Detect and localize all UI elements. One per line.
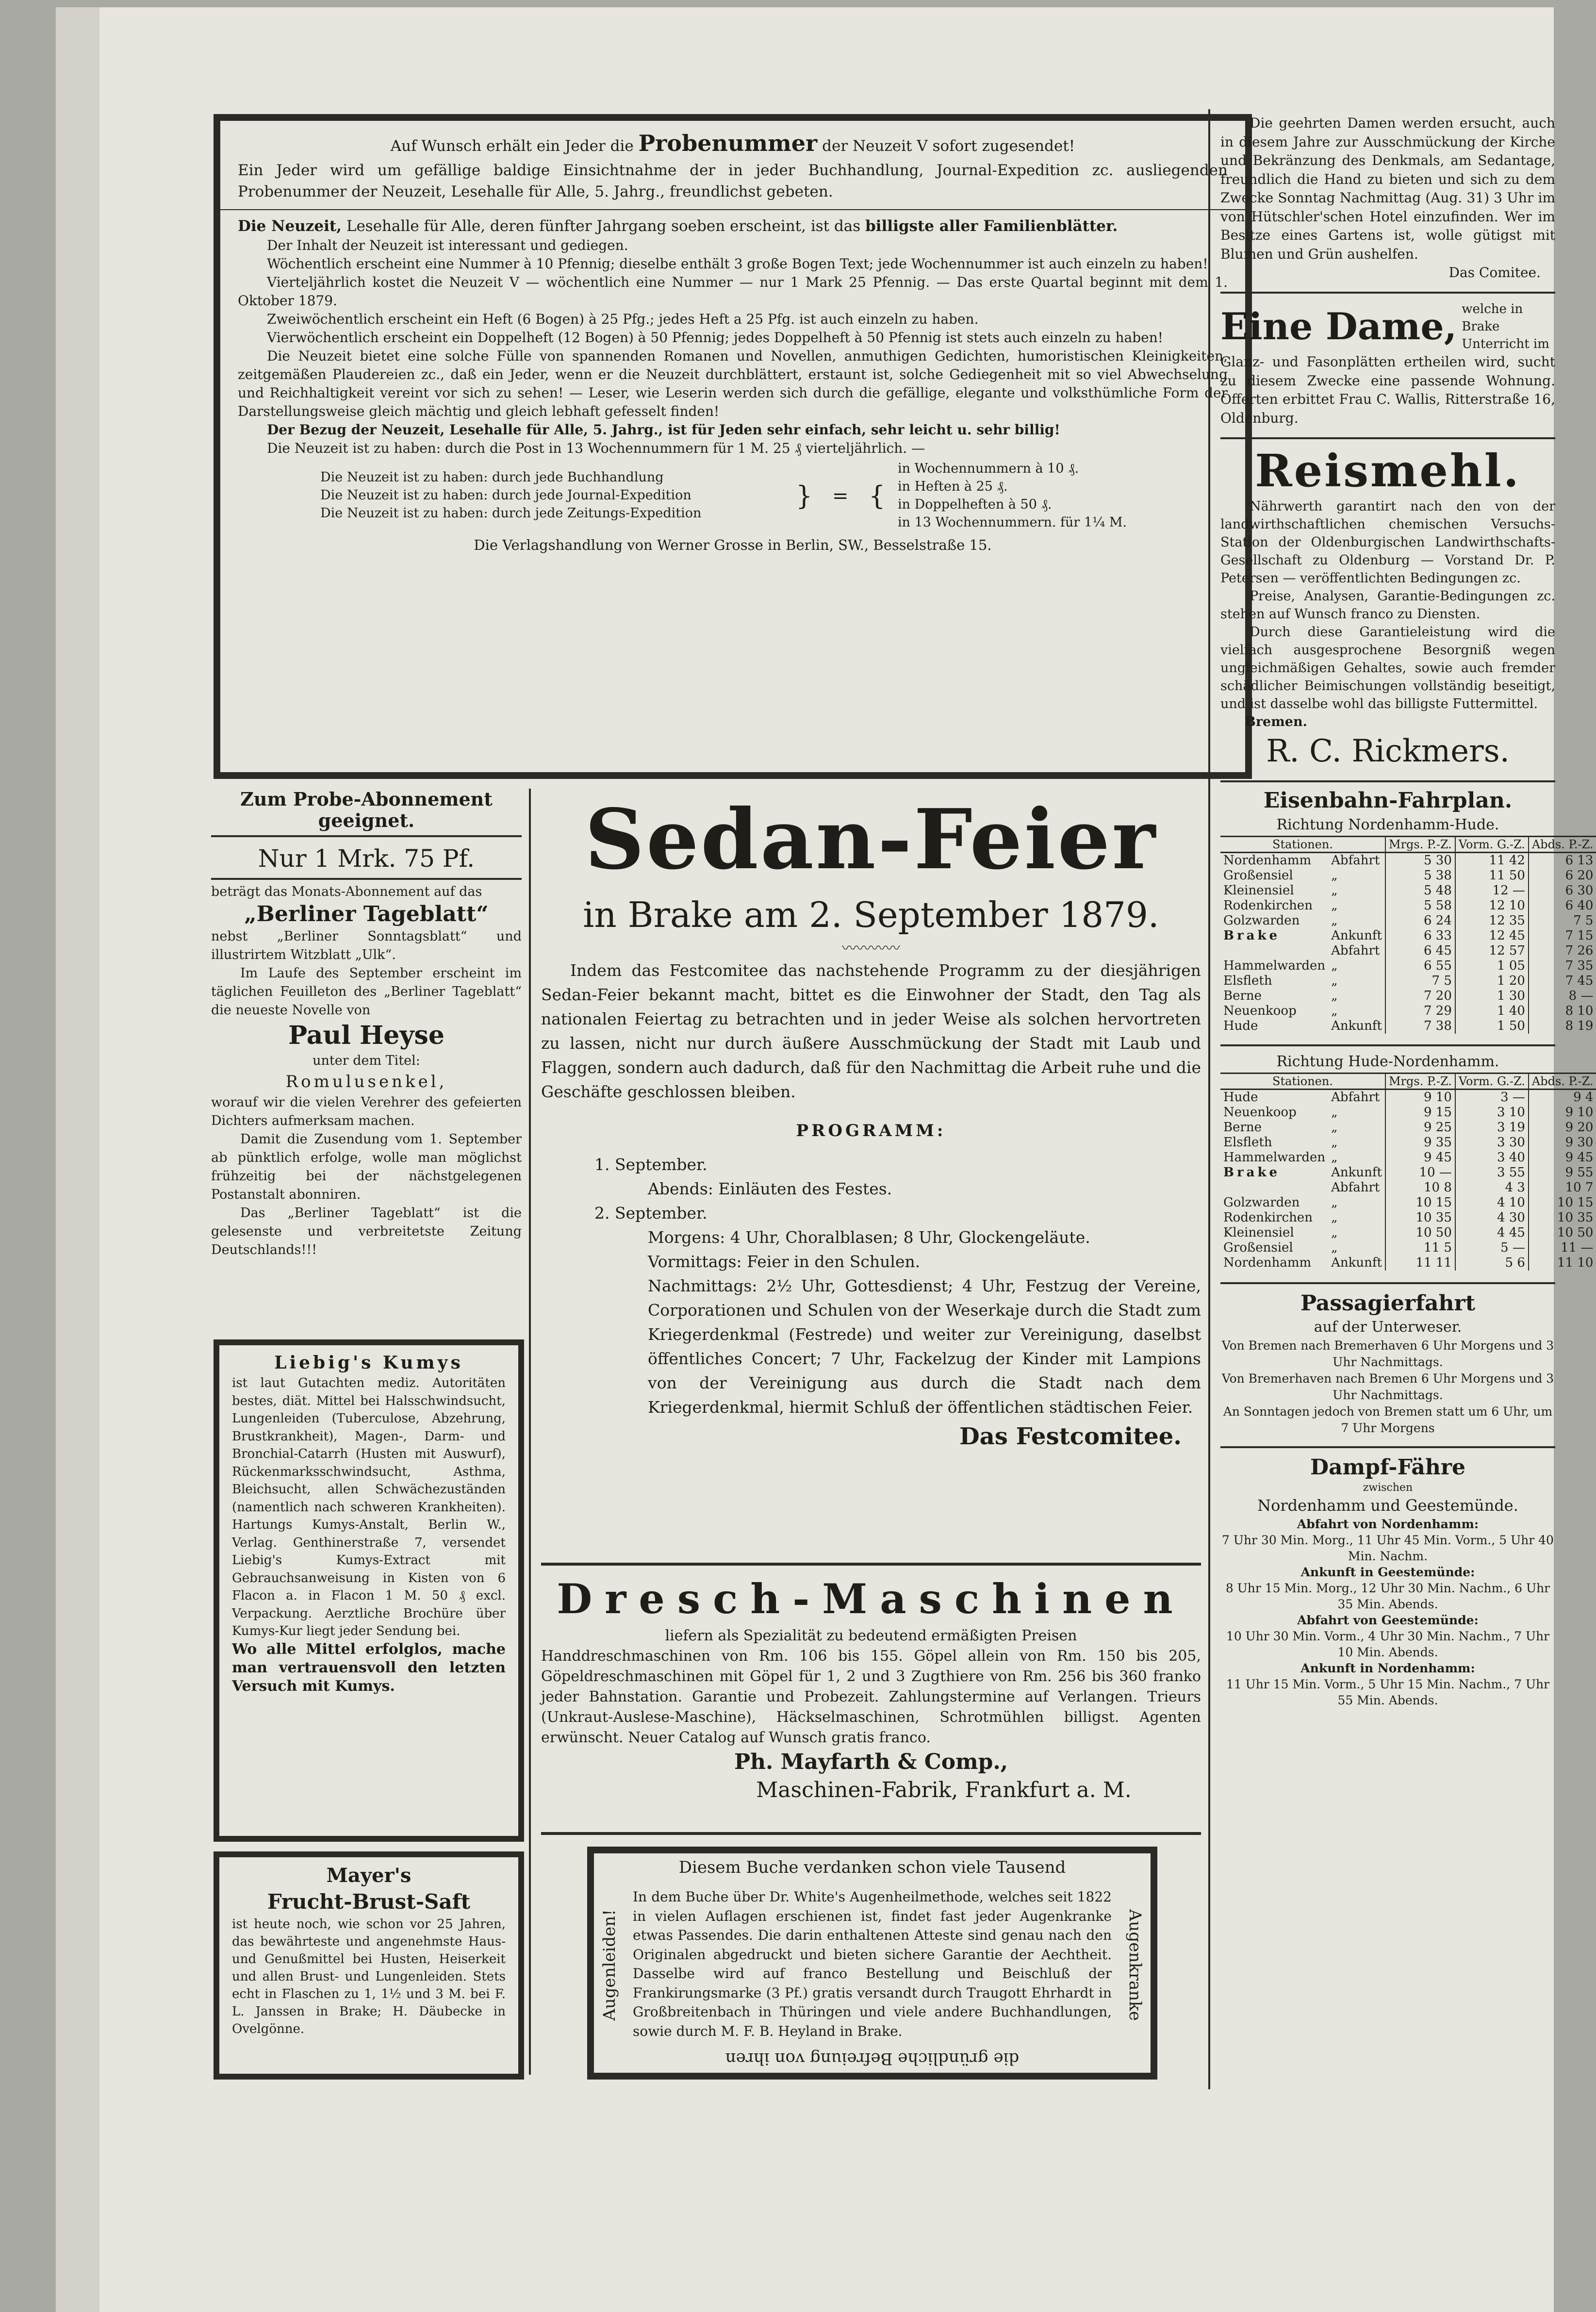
arrival-departure: „	[1331, 1225, 1338, 1240]
time-cell: 7 20	[1385, 989, 1455, 1004]
white-left: Augenleiden!	[600, 1909, 619, 2021]
time-cell: 3 —	[1455, 1090, 1529, 1106]
tageblatt-headline: Zum Probe-Abonnement geeignet.	[240, 788, 493, 831]
time-cell: 1 40	[1455, 1004, 1529, 1019]
time-cell: 11 5	[1385, 1240, 1455, 1255]
time-cell: 4 45	[1455, 1225, 1529, 1240]
neuzeit-channel: Die Neuzeit ist zu haben: durch jede Buchhandlung	[320, 470, 664, 485]
neuzeit-channel: Die Neuzeit ist zu haben: durch jede Zeitungs-Expedition	[320, 506, 702, 521]
mayer-ad: Mayer's Frucht-Brust-Saft ist heute noch, wie schon vor 25 Jahren, das bewährteste und angenehmste Haus- und Genußmittel bei Husten, Heiserkeit und allen Brust- und Lungenleiden. Stets echt in Flaschen zu 1, 1½ und 3 M. bei F. L. Janssen in Brake; H. Däubecke in Ovelgönne.	[214, 1851, 524, 2080]
white-body: In dem Buche über Dr. White's Augenheilmethode, welches seit 1822 in vielen Auflagen erschienen ist, findet fast jeder Augenkranke etwas Passendes. Die darin enthaltenen Atteste sind genau nach den Originalen abgedruckt und bieten sichere Garantie der Aechtheit. Dasselbe wird auf franco Bestellung und Beischluß der Frankirungsmarke (3 Pf.) gratis versandt durch Traugott Ehrhardt in Großbreitenbach in Thüringen und viele andere Buchhandlungen, sowie durch M. F. B. Heyland in Brake.	[633, 1889, 1112, 2039]
timetable-row	[1220, 913, 1596, 928]
arrival-departure: „	[1331, 989, 1338, 1003]
time-cell: 6 55	[1385, 958, 1455, 974]
timetable-row	[1220, 943, 1596, 958]
time-cell: 7 15	[1529, 928, 1596, 943]
arrival-departure: Ankunft	[1331, 1019, 1382, 1033]
tageblatt-ad: Zum Probe-Abonnement geeignet. Nur 1 Mrk. 75 Pf. beträgt das Monats-Abonnement auf das „Berliner Tageblatt“ nebst „Berliner Sonntagsblatt“ und illustrirtem Witzblatt „Ulk“. Im Laufe des September erscheint im täglichen Feuilleton des „Berliner Tageblatt“ die neueste Novelle von Paul Heyse unter dem Titel: Romulusenkel, worauf wir die vielen Verehrer des gefeierten Dichters aufmerksam machen. Damit die Zusendung vom 1. September ab pünktlich erfolge, wolle man möglichst frühzeitig bei der nächstgelegenen Postanstalt abonniren. Das „Berliner Tageblatt“ ist die gelesenste und verbreitetste Zeitung Deutschlands!!!	[211, 788, 522, 1257]
arrival-departure: „	[1331, 974, 1338, 988]
timetable-row	[1220, 1150, 1596, 1165]
station-name: Kleinensiel	[1223, 1225, 1294, 1240]
time-cell: 6 13	[1529, 853, 1596, 869]
time-cell: 7 26	[1529, 943, 1596, 958]
arrival-departure: Ankunft	[1331, 1255, 1382, 1270]
damen-signature: Das Comitee.	[1448, 264, 1541, 281]
time-cell: 4 3	[1455, 1180, 1529, 1195]
station-name: Nordenhamm	[1223, 1255, 1312, 1270]
time-cell: 8 19	[1529, 1019, 1596, 1034]
time-cell: 10 15	[1385, 1195, 1455, 1210]
time-cell: 10 35	[1385, 1210, 1455, 1225]
timetable-row	[1220, 868, 1596, 883]
mayer-headline: Mayer's	[326, 1864, 411, 1887]
station-name: Golzwarden	[1223, 913, 1300, 928]
timetable-row	[1220, 989, 1596, 1004]
timetable-row	[1220, 974, 1596, 989]
timetable-row	[1220, 958, 1596, 974]
time-cell: 3 10	[1455, 1105, 1529, 1120]
time-cell: 5 58	[1385, 898, 1455, 913]
timetable-row	[1220, 1210, 1596, 1225]
station-name: Neuenkoop	[1223, 1105, 1297, 1120]
kumys-footer: Wo alle Mittel erfolglos, mache man vertrauensvoll den letzten Versuch mit Kumys.	[232, 1640, 506, 1695]
rickmers-firm: R. C. Rickmers.	[1266, 733, 1510, 769]
white-top: Diesem Buche verdanken schon viele Tausend	[678, 1858, 1066, 1877]
timetable-row	[1220, 1120, 1596, 1135]
sedan-s2b: Vormittags: Feier in den Schulen.	[648, 1252, 921, 1271]
neuzeit-format: in 13 Wochennummern. für 1¼ M.	[898, 515, 1127, 530]
arrival-departure: „	[1331, 1135, 1338, 1150]
time-cell: 10 50	[1529, 1225, 1596, 1240]
time-cell: 6 30	[1529, 883, 1596, 898]
dresch-title: Dresch-Maschinen	[557, 1575, 1185, 1623]
right-column: Die geehrten Damen werden ersucht, auch in diesem Jahre zur Ausschmückung der Kirche und Bekränzung des Denkmals, am Sedantage, freundlich die Hand zu bieten und sich zu dem Zwecke Sonntag Nachmittag (Aug. 31) 3 Uhr im von Hütschler'schen Hotel einzufinden. Wer im Besitze eines Gartens ist, wolle gütigst mit Blumen und Grün aushelfen. Das Comitee. Eine Dame, welche in Brake Unterricht im Glanz- und Fasonplätten ertheilen wird, sucht zu diesem Zwecke eine passende Wohnung. Offerten erbittet Frau C. Wallis, Ritterstraße 16, Oldenburg. Reismehl. Nährwerth garantirt nach den von der landwirthschaftlichen chemischen Versuchs-Station der Oldenburgischen Landwirthschafts-Gesellschaft zu Oldenburg — Vorstand Dr. P. Petersen — veröffentlichten Bedingungen zc. Preise, Analysen, Garantie-Bedingungen zc. stehen auf Wunsch franco zu Diensten. Durch diese Garantieleistung wird die vielfach ausgesprochene Besorgniß wegen ungleichmäßigen Gehaltes, sowie auch fremder schädlicher Beimischungen vollständig beseitigt, und ist dasselbe wohl das billigste Futtermittel. Bremen. R. C. Rickmers. Eisenbahn-Fahrplan. Richtung Nordenhamm-Hude. Stationen. Mrgs. P.-Z. Vorm. G.-Z. Abds. P.-Z. Nordenhamm Abfahrt 5 30 11 42 6 13 Großensiel „ 5 38 11 50 6 20 Kleinensiel „ 5 48 12 — 6 30 Rodenkirchen „ 5 58 12 10 6 40 Golzwarden „ 6 24 12 35 7 5 Brake Ankunft 6 33 12 45 7 15 Abfahrt 6 45 12 57 7 26 Hammelwarden „ 6 55 1 05 7 35 Elsfleth „ 7 5 1 20 7 45 Berne „ 7 20 1 30 8 — Neuenkoop „ 7 29 1 40 8 10 Hude Ankunft 7 38 1 50 8 19 Richtung Hude-Nordenhamm. Stationen. Mrgs. P.-Z. Vorm. G.-Z. Abds. P.-Z. Hude Abfahrt 9 10 3 — 9 4 Neuenkoop „ 9 15 3 10 9 10 Berne „ 9 25 3 19 9 20 Elsfleth „ 9 35 3 30 9 30 Hammelwarden „ 9 45 3 40 9 45 Brake Ankunft 10 — 3 55 9 55 Abfahrt 10 8 4 3 10 7 Golzwarden „ 10 15 4 10 10 15 Rodenkirchen „ 10 35 4 30 10 35 Kleinensiel „ 10 50 4 45 10 50 Großensiel „ 11 5 5 — 11 — Nordenhamm Ankunft 11 11 5 6 11 10 Passagierfahrt auf der Unterweser. Von Bremen nach Bremerhaven 6 Uhr Morgens und 3 Uhr Nachmittags. Von Bremerhaven nach Bremen 6 Uhr Morgens und 3 Uhr Nachmittags. An Sonntagen jedoch von Bremen statt um 6 Uhr, um 7 Uhr Morgens Dampf-Fähre zwischen Nordenhamm und Geestemünde. Abfahrt von Nordenhamm: 7 Uhr 30 Min. Morg., 11 Uhr 45 Min. Vorm., 5 Uhr 40 Min. Nachm. Ankunft in Geestemünde: 8 Uhr 15 Min. Morg., 12 Uhr 30 Min. Nachm., 6 Uhr 35 Min. Abends. Abfahrt von Geestemünde: 10 Uhr 30 Min. Vorm., 4 Uhr 30 Min. Nachm., 7 Uhr 10 Min. Abends. Ankunft in Nordenhamm: 11 Uhr 15 Min. Vorm., 5 Uhr 15 Min. Nachm., 7 Uhr 55 Min. Abends.	[1220, 114, 1555, 1708]
timetable-south-north: Stationen. Mrgs. P.-Z. Vorm. G.-Z. Abds. P.-Z. Hude Abfahrt 9 10 3 — 9 4 Neuenkoop „ 9 15 3 10 9 10 Berne „ 9 25 3 19 9 20 Elsfleth „ 9 35 3 30 9 30 Hammelwarden „ 9 45 3 40 9 45 Brake Ankunft 10 — 3 55 9 55 Abfahrt 10 8 4 3 10 7 Golzwarden „ 10 15 4 10 10 15 Rodenkirchen „ 10 35 4 30 10 35 Kleinensiel „ 10 50 4 45 10 50 Großensiel „ 11 5 5 — 11 — Nordenhamm Ankunft 11 11 5 6 11 10	[1220, 1073, 1596, 1271]
timetable-row	[1220, 1255, 1596, 1271]
dame-headline: Eine Dame,	[1220, 305, 1457, 348]
time-cell: 4 30	[1455, 1210, 1529, 1225]
time-cell: 7 38	[1385, 1019, 1455, 1034]
station-name: Brake	[1223, 928, 1281, 943]
tageblatt-price: Nur 1 Mrk. 75 Pf.	[258, 844, 475, 873]
station-name	[1220, 1180, 1328, 1195]
station-name: Hude	[1223, 1090, 1258, 1105]
station-name: Elsfleth	[1223, 1135, 1272, 1150]
neuzeit-p7: Die Neuzeit bietet eine solche Fülle von spannenden Romanen und Novellen, anmuthigen Gedichten, humoristischen Kleinigkeiten, zeitgemäßen Plaudereien zc., daß ein Jeder, wenn er die Neuzeit durchblättert, erstaunt ist, solche Gediegenheit mit so viel Abwechselung und Reichhaltigkeit vereint vor sich zu sehen! — Leser, wie Leserin werden sich durch die gefällige, elegante und volksthümliche Form der Darstellungsweise gleich mächtig und gleich lebhaft gefesselt finden!	[238, 348, 1228, 419]
station-name: Hammelwarden	[1223, 1150, 1326, 1165]
station-name: Neuenkoop	[1223, 1004, 1297, 1018]
station-name: Golzwarden	[1223, 1195, 1300, 1210]
time-cell: 9 45	[1385, 1150, 1455, 1165]
dresch-maschinen-ad: Dresch-Maschinen liefern als Spezialität zu bedeutend ermäßigten Preisen Handdreschmaschinen von Rm. 106 bis 155. Göpel allein von Rm. 150 bis 205, Göpeldreschmaschinen mit Göpel für 1, 2 und 3 Zugthiere von Rm. 256 bis 360 franko jeder Bahnstation. Garantie und Probezeit. Zahlungstermine auf Verlangen. Trieurs (Unkraut-Auslese-Maschine), Häckselmaschinen, Schrotmühlen billigst. Agenten erwünscht. Neuer Catalog auf Wunsch gratis franco. Ph. Mayfarth & Comp., Maschinen-Fabrik, Frankfurt a. M.	[541, 1572, 1201, 1804]
time-cell: 9 55	[1529, 1165, 1596, 1180]
section-rule	[541, 1563, 1201, 1566]
column-divider	[1208, 109, 1210, 2089]
time-cell: 12 45	[1455, 928, 1529, 943]
time-cell: 1 30	[1455, 989, 1529, 1004]
time-cell: 9 30	[1529, 1135, 1596, 1150]
neuzeit-p9: Die Neuzeit ist zu haben: durch die Post in 13 Wochennummern für 1 M. 25 ₰ vierteljährlich. —	[267, 440, 925, 456]
ornament-divider: 〰〰〰〰	[842, 940, 900, 957]
tageblatt-title: „Berliner Tageblatt“	[244, 902, 489, 926]
time-cell: 9 4	[1529, 1090, 1596, 1106]
time-cell: 7 35	[1529, 958, 1596, 974]
time-cell: 6 20	[1529, 868, 1596, 883]
time-cell: 4 10	[1455, 1195, 1529, 1210]
dame-ad: Eine Dame, welche in Brake Unterricht im Glanz- und Fasonplätten ertheilen wird, sucht zu diesem Zwecke eine passende Wohnung. Offerten erbittet Frau C. Wallis, Ritterstraße 16, Oldenburg.	[1220, 302, 1555, 426]
arrival-departure: „	[1331, 883, 1338, 898]
neuzeit-publisher: Die Verlagshandlung von Werner Grosse in Berlin, SW., Besselstraße 15.	[474, 537, 992, 553]
timetable-row	[1220, 1180, 1596, 1195]
arrival-departure: „	[1331, 1195, 1338, 1210]
time-cell: 7 29	[1385, 1004, 1455, 1019]
neuzeit-p5: Zweiwöchentlich erscheint ein Heft (6 Bogen) à 25 Pfg.; jedes Heft a 25 Pfg. ist auch einzeln zu haben.	[267, 311, 979, 327]
sedan-feier-notice	[541, 789, 1201, 1453]
brace-left: }	[796, 480, 813, 511]
kumys-headline: Liebig's Kumys	[274, 1353, 463, 1373]
time-cell: 10 8	[1385, 1180, 1455, 1195]
arrival-departure: Abfahrt	[1331, 1090, 1380, 1105]
time-cell: 12 57	[1455, 943, 1529, 958]
station-name: Großensiel	[1223, 868, 1293, 883]
timetable-row	[1220, 1195, 1596, 1210]
time-cell: 1 05	[1455, 958, 1529, 974]
time-cell: 1 20	[1455, 974, 1529, 989]
station-name: Nordenhamm	[1223, 853, 1312, 868]
sedan-s2c: Nachmittags: 2½ Uhr, Gottesdienst; 4 Uhr, Festzug der Vereine, Corporationen und Schulen von der Weserkaje durch die Stadt zum Kriegerdenkmal (Festrede) und weiter zur Vereinigung, daselbst öffentliches Concert; 7 Uhr, Fackelzug der Kinder mit Lampions von der Vereinigung aus durch die Stadt nach dem Kriegerdenkmal, hiermit Schluß der öffentlichen städtischen Feier.	[648, 1276, 1201, 1417]
arrival-departure: „	[1331, 1210, 1338, 1225]
time-cell: 9 10	[1529, 1105, 1596, 1120]
time-cell: 11 —	[1529, 1240, 1596, 1255]
time-cell: 6 33	[1385, 928, 1455, 943]
newspaper-page	[56, 7, 1594, 2312]
timetable-row	[1220, 853, 1596, 869]
neuzeit-headline: Auf Wunsch erhält ein Jeder die Probenummer der Neuzeit V sofort zugesendet!	[390, 130, 1075, 156]
station-name	[1220, 943, 1328, 958]
white-bottom: die gründliche Befreiung von ihren	[725, 2049, 1020, 2068]
time-cell: 1 50	[1455, 1019, 1529, 1034]
neuzeit-intro: Ein Jeder wird um gefällige baldige Einsichtnahme der in jeder Buchhandlung, Journal-Expedition zc. ausliegenden Probenummer der Neuzeit, Lesehalle für Alle, 5. Jahrg., freundlichst gebeten.	[238, 162, 1228, 200]
timetable-row	[1220, 1225, 1596, 1240]
arrival-departure: Ankunft	[1331, 1165, 1382, 1180]
timetable-row	[1220, 883, 1596, 898]
arrival-departure: Ankunft	[1331, 928, 1382, 943]
station-name: Rodenkirchen	[1223, 1210, 1313, 1225]
brace-right: {	[869, 480, 886, 511]
arrival-departure: „	[1331, 1105, 1338, 1120]
timetable-row	[1220, 1019, 1596, 1034]
time-cell: 11 50	[1455, 868, 1529, 883]
station-name: Berne	[1223, 1120, 1262, 1135]
sedan-s2a: Morgens: 4 Uhr, Choralblasen; 8 Uhr, Glockengeläute.	[648, 1228, 1090, 1247]
time-cell: 8 —	[1529, 989, 1596, 1004]
time-cell: 8 10	[1529, 1004, 1596, 1019]
section-rule	[541, 1832, 1201, 1835]
neuzeit-p1: Die Neuzeit, Lesehalle für Alle, deren fünfter Jahrgang soeben erscheint, ist das billigste aller Familienblätter.	[238, 217, 1118, 235]
arrival-departure: „	[1331, 898, 1338, 913]
time-cell: 5 30	[1385, 853, 1455, 869]
passagier-headline: Passagierfahrt	[1300, 1291, 1476, 1316]
tageblatt-author: Paul Heyse	[288, 1021, 444, 1050]
arrival-departure: Abfahrt	[1331, 853, 1380, 868]
time-cell: 12 35	[1455, 913, 1529, 928]
time-cell: 12 10	[1455, 898, 1529, 913]
neuzeit-format: in Heften à 25 ₰.	[898, 479, 1008, 494]
time-cell: 7 5	[1385, 974, 1455, 989]
time-cell: 12 —	[1455, 883, 1529, 898]
timetable-row	[1220, 1090, 1596, 1106]
timetable-north-south: Stationen. Mrgs. P.-Z. Vorm. G.-Z. Abds. P.-Z. Nordenhamm Abfahrt 5 30 11 42 6 13 Großensiel „ 5 38 11 50 6 20 Kleinensiel „ 5 48 12 — 6 30 Rodenkirchen „ 5 58 12 10 6 40 Golzwarden „ 6 24 12 35 7 5 Brake Ankunft 6 33 12 45 7 15 Abfahrt 6 45 12 57 7 26 Hammelwarden „ 6 55 1 05 7 35 Elsfleth „ 7 5 1 20 7 45 Berne „ 7 20 1 30 8 — Neuenkoop „ 7 29 1 40 8 10 Hude Ankunft 7 38 1 50 8 19	[1220, 836, 1596, 1034]
arrival-departure: „	[1331, 1240, 1338, 1255]
time-cell: 10 50	[1385, 1225, 1455, 1240]
timetable-row	[1220, 1105, 1596, 1120]
time-cell: 9 45	[1529, 1150, 1596, 1165]
time-cell: 5 48	[1385, 883, 1455, 898]
arrival-departure: Abfahrt	[1331, 1180, 1380, 1195]
neuzeit-ad	[214, 114, 1252, 779]
timetable-row	[1220, 898, 1596, 913]
sedan-signature: Das Festcomitee.	[959, 1423, 1182, 1450]
time-cell: 11 10	[1529, 1255, 1596, 1271]
time-cell: 5 6	[1455, 1255, 1529, 1271]
time-cell: 11 42	[1455, 853, 1529, 869]
time-cell: 10 15	[1529, 1195, 1596, 1210]
faehre-headline: Dampf-Fähre	[1310, 1455, 1466, 1480]
time-cell: 3 30	[1455, 1135, 1529, 1150]
time-cell: 6 45	[1385, 943, 1455, 958]
damen-notice: Die geehrten Damen werden ersucht, auch in diesem Jahre zur Ausschmückung der Kirche und Bekränzung des Denkmals, am Sedantage, freundlich die Hand zu bieten und sich zu dem Zwecke Sonntag Nachmittag (Aug. 31) 3 Uhr im von Hütschler'schen Hotel einzufinden. Wer im Besitze eines Gartens ist, wolle gütigst mit Blumen und Grün aushelfen.	[1220, 115, 1555, 262]
time-cell: 10 —	[1385, 1165, 1455, 1180]
neuzeit-p6: Vierwöchentlich erscheint ein Doppelheft (12 Bogen) à 50 Pfennig; jedes Doppelheft à 50 Pfennig ist stets auch einzeln zu haben!	[267, 330, 1164, 346]
time-cell: 9 15	[1385, 1105, 1455, 1120]
sedan-subtitle: in Brake am 2. September 1879.	[583, 894, 1159, 935]
arrival-departure: „	[1331, 958, 1338, 973]
station-name: Berne	[1223, 989, 1262, 1003]
kumys-ad: Liebig's Kumys ist laut Gutachten mediz. Autoritäten bestes, diät. Mittel bei Halsschwindsucht, Lungenleiden (Tuberculose, Abzehrung, Brustkrankheit), Magen-, Darm- und Bronchial-Catarrh (Husten mit Auswurf), Rückenmarksschwindsucht, Asthma, Bleichsucht, allen Schwächezuständen (namentlich nach schweren Krankheiten). Hartungs Kumys-Anstalt, Berlin W., Verlag. Genthinerstraße 7, versendet Liebig's Kumys-Extract mit Gebrauchsanweisung in Kisten von 6 Flacon a. in Flacon 1 M. 50 ₰ excl. Verpackung. Aerztliche Brochüre über Kumys-Kur liegt jeder Sendung bei. Wo alle Mittel erfolglos, mache man vertrauensvoll den letzten Versuch mit Kumys.	[214, 1339, 524, 1842]
neuzeit-channel: Die Neuzeit ist zu haben: durch jede Journal-Expedition	[320, 488, 691, 503]
arrival-departure: „	[1331, 1004, 1338, 1018]
station-name: Hammelwarden	[1223, 958, 1326, 973]
sedan-title: Sedan-Feier	[585, 791, 1157, 888]
time-cell: 9 20	[1529, 1120, 1596, 1135]
equals-sign: =	[832, 485, 849, 507]
timetable-row	[1220, 1004, 1596, 1019]
probenummer-label: Probenummer	[638, 130, 818, 156]
neuzeit-p4: Vierteljährlich kostet die Neuzeit V — wöchentlich eine Nummer — nur 1 Mark 25 Pfennig. — Das erste Quartal beginnt mit dem 1. Oktober 1879.	[238, 274, 1228, 309]
time-cell: 3 19	[1455, 1120, 1529, 1135]
arrival-departure: „	[1331, 1150, 1338, 1165]
time-cell: 5 —	[1455, 1240, 1529, 1255]
station-name: Rodenkirchen	[1223, 898, 1313, 913]
arrival-departure: „	[1331, 868, 1338, 883]
station-name: Hude	[1223, 1019, 1258, 1033]
neuzeit-format: in Doppelheften à 50 ₰.	[898, 497, 1052, 512]
station-name: Elsfleth	[1223, 974, 1272, 988]
time-cell: 9 10	[1385, 1090, 1455, 1106]
station-name: Brake	[1223, 1165, 1281, 1180]
arrival-departure: „	[1331, 1120, 1338, 1135]
neuzeit-p8: Der Bezug der Neuzeit, Lesehalle für Alle, 5. Jahrg., ist für Jeden sehr einfach, sehr leicht u. sehr billig!	[267, 422, 1060, 438]
timetable-row	[1220, 928, 1596, 943]
sedan-intro: Indem das Festcomitee das nachstehende Programm zu der diesjährigen Sedan-Feier bekannt macht, bittet es die Einwohner der Stadt, den Tag als nationalen Feiertag zu betrachten und in jeder Weise als solchen hervortreten zu lassen, nicht nur durch äußere Ausschmückung der Stadt mit Laub und Flaggen, sondern auch dadurch, daß für den Nachmittag die Arbeit ruhe und die Geschäfte geschlossen bleiben.	[541, 961, 1201, 1101]
sedan-s1a: Abends: Einläuten des Festes.	[648, 1179, 892, 1198]
time-cell: 7 45	[1529, 974, 1596, 989]
fahrplan-headline: Eisenbahn-Fahrplan.	[1263, 788, 1513, 813]
neuzeit-p2: Der Inhalt der Neuzeit ist interessant und gediegen.	[267, 237, 628, 253]
time-cell: 3 40	[1455, 1150, 1529, 1165]
reismehl-headline: Reismehl.	[1255, 445, 1521, 497]
sedan-s1: 1. September.	[594, 1155, 708, 1174]
time-cell: 10 35	[1529, 1210, 1596, 1225]
neuzeit-distribution	[238, 460, 1228, 532]
time-cell: 7 5	[1529, 913, 1596, 928]
arrival-departure: „	[1331, 913, 1338, 928]
sedan-s2: 2. September.	[594, 1204, 708, 1222]
neuzeit-format: in Wochennummern à 10 ₰.	[898, 461, 1079, 476]
time-cell: 11 11	[1385, 1255, 1455, 1271]
time-cell: 6 24	[1385, 913, 1455, 928]
station-name: Kleinensiel	[1223, 883, 1294, 898]
time-cell: 9 25	[1385, 1120, 1455, 1135]
station-name: Großensiel	[1223, 1240, 1293, 1255]
neuzeit-p3: Wöchentlich erscheint eine Nummer à 10 Pfennig; dieselbe enthält 3 große Bogen Text; jede Wochennummer ist auch einzeln zu haben!	[267, 256, 1208, 272]
tageblatt-novel: Romulusenkel,	[285, 1072, 447, 1091]
column-divider	[529, 789, 531, 2075]
programm-heading: PROGRAMM:	[796, 1121, 946, 1140]
dresch-city: Maschinen-Fabrik, Frankfurt a. M.	[756, 1778, 1132, 1802]
white-augen-ad	[587, 1847, 1157, 2080]
white-right: Augenkranke	[1125, 1909, 1145, 2021]
time-cell: 5 38	[1385, 868, 1455, 883]
dresch-firm: Ph. Mayfarth & Comp.,	[734, 1750, 1008, 1774]
time-cell: 9 35	[1385, 1135, 1455, 1150]
mayer-product: Frucht-Brust-Saft	[267, 1890, 471, 1914]
time-cell: 6 40	[1529, 898, 1596, 913]
arrival-departure: Abfahrt	[1331, 943, 1380, 958]
time-cell: 3 55	[1455, 1165, 1529, 1180]
time-cell: 10 7	[1529, 1180, 1596, 1195]
timetable-row	[1220, 1135, 1596, 1150]
timetable-row	[1220, 1240, 1596, 1255]
timetable-row	[1220, 1165, 1596, 1180]
